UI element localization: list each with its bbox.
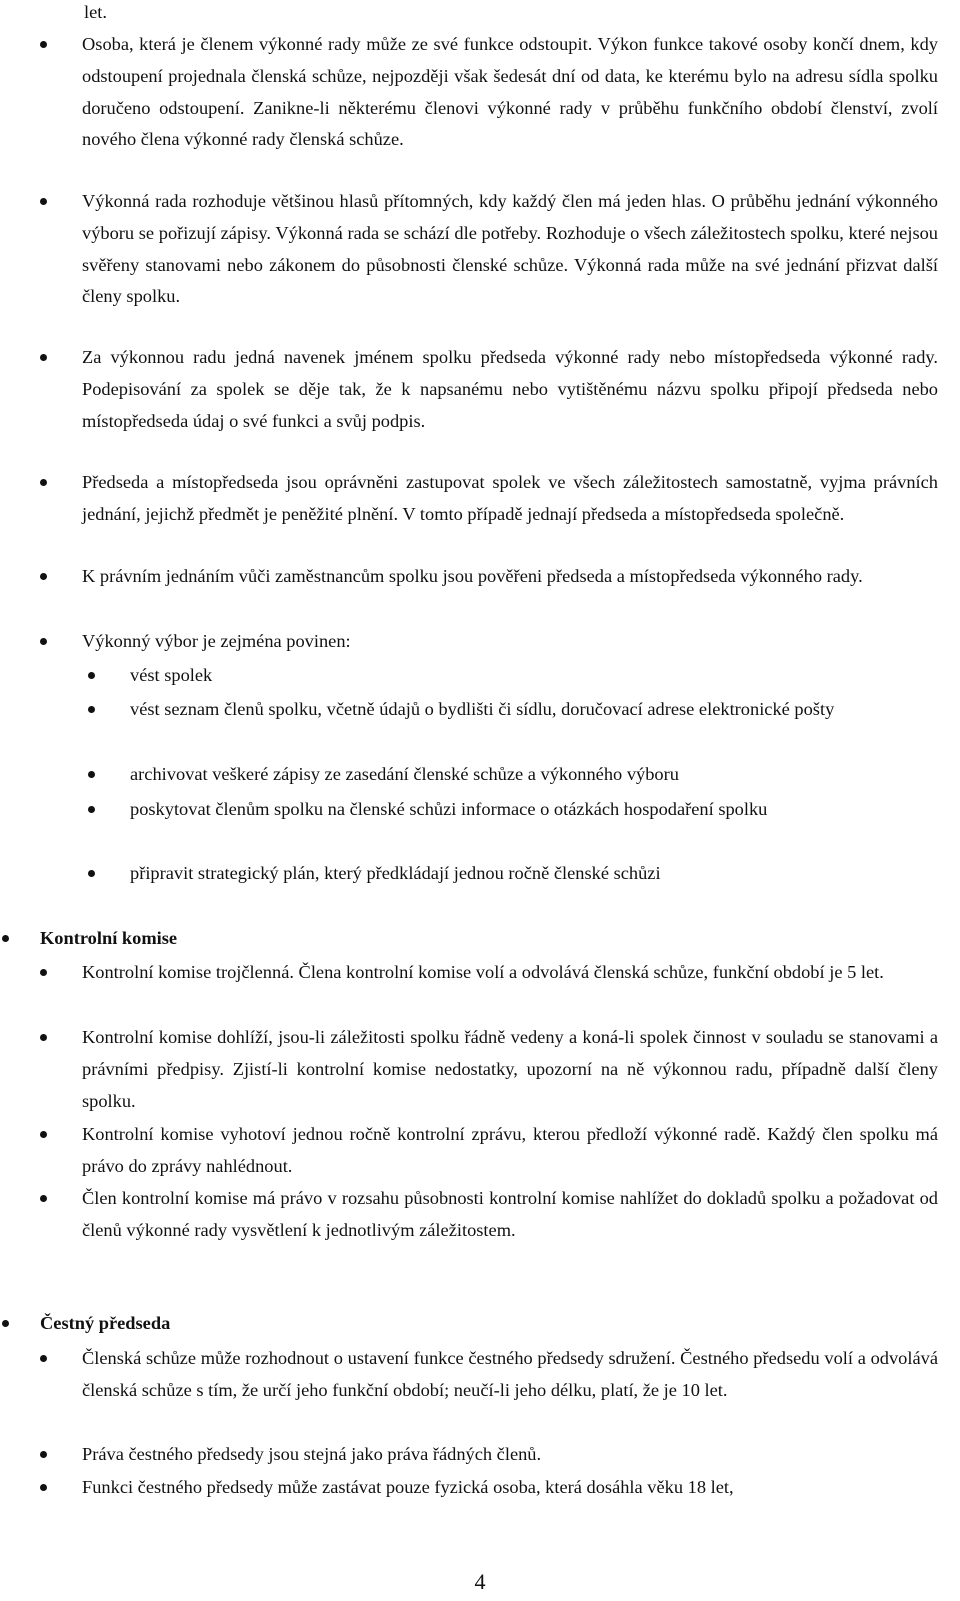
sub-list-item: vést spolek [130, 665, 213, 685]
bullet-icon [2, 935, 9, 942]
list-item: Členská schůze může rozhodnout o ustavení funkce čestného předsedy sdružení. Čestného předsedu volí a odvolává členská schůze s tím, že určí jeho funkční období; neučí-li jeho délku, platí, že je 10 let. [82, 1348, 938, 1400]
list-item: Výkonná rada rozhoduje většinou hlasů přítomných, kdy každý člen má jeden hlas. O průběhu jednání výkonného výboru se pořizují zápisy. Výkonná rada se schází dle potřeby. Rozhoduje o všech záležitostech spolku, které nejsou svěřeny stanovami nebo zákonem do působnosti členské schůze. Výkonná rada může na své jednání přizvat další členy spolku. [82, 191, 938, 307]
bullet-icon [40, 969, 47, 976]
list-item: Za výkonnou radu jedná navenek jménem spolku předseda výkonné rady nebo místopředseda výkonné rady. Podepisování za spolek se děje tak, že k napsanému nebo vytištěnému názvu spolku připojí předseda nebo místopředseda údaj o své funkci a svůj podpis. [82, 347, 938, 431]
bullet-icon [40, 1355, 47, 1362]
list-item: Kontrolní komise trojčlenná. Člena kontrolní komise volí a odvolává členská schůze, funkční období je 5 let. [82, 962, 884, 982]
sub-list-item: poskytovat členům spolku na členské schůzi informace o otázkách hospodaření spolku [130, 799, 768, 819]
bullet-icon [40, 41, 47, 48]
bullet-icon [40, 1451, 47, 1458]
sub-list-item: vést seznam členů spolku, včetně údajů o bydlišti či sídlu, doručovací adrese elektronické pošty [130, 699, 835, 719]
list-item: Práva čestného předsedy jsou stejná jako práva řádných členů. [82, 1444, 542, 1464]
bullet-icon [40, 1484, 47, 1491]
list-item: K právním jednáním vůči zaměstnancům spolku jsou pověřeni předseda a místopředseda výkonného rady. [82, 566, 863, 586]
list-item: Kontrolní komise vyhotoví jednou ročně kontrolní zprávu, kterou předloží výkonné radě. Každý člen spolku má právo do zprávy nahlédnout. [82, 1124, 938, 1176]
list-item: Výkonný výbor je zejména povinen: [82, 631, 351, 651]
list-item: Kontrolní komise dohlíží, jsou-li záležitosti spolku řádně vedeny a koná-li spolek činnost v souladu se stanovami a právními předpisy. Zjistí-li kontrolní komise nedostatky, upozorní na ně výkonnou radu, případně další členy spolku. [82, 1027, 938, 1111]
section-heading: Kontrolní komise [40, 928, 178, 948]
bullet-icon [88, 672, 95, 679]
bullet-icon [40, 1195, 47, 1202]
bullet-icon [88, 806, 95, 813]
bullet-icon [88, 771, 95, 778]
bullet-icon [88, 870, 95, 877]
bullet-icon [40, 1131, 47, 1138]
bullet-icon [40, 573, 47, 580]
sub-list-item: připravit strategický plán, který předkládají jednou ročně členské schůzi [130, 863, 661, 883]
list-item: Funkci čestného předsedy může zastávat pouze fyzická osoba, která dosáhla věku 18 let, [82, 1477, 734, 1497]
page-number: 4 [474, 1569, 486, 1594]
sub-list-item: archivovat veškeré zápisy ze zasedání členské schůze a výkonného výboru [130, 764, 679, 784]
bullet-icon [40, 354, 47, 361]
bullet-icon [40, 1034, 47, 1041]
bullet-icon [88, 706, 95, 713]
list-item: Předseda a místopředseda jsou oprávněni zastupovat spolek ve všech záležitostech samostatně, vyjma právních jednání, jejichž předmět je peněžité plnění. V tomto případě jednají předseda a místopředseda společně. [82, 472, 938, 524]
list-item: Osoba, která je členem výkonné rady může ze své funkce odstoupit. Výkon funkce takové osoby končí dnem, kdy odstoupení projednala členská schůze, nejpozději však šedesát dní od data, ke kterému bylo na adresu sídla spolku doručeno odstoupení. Zanikne-li některému členovi výkonné rady v průběhu funkčního období členství, zvolí nového člena výkonné rady členská schůze. [82, 34, 938, 150]
list-item: Člen kontrolní komise má právo v rozsahu působnosti kontrolní komise nahlížet do dokladů spolku a požadovat od členů výkonné rady vysvětlení k jednotlivým záležitostem. [82, 1188, 938, 1240]
section-heading: Čestný předseda [40, 1313, 171, 1333]
bullet-icon [2, 1320, 9, 1327]
continuation-text: let. [84, 2, 107, 22]
bullet-icon [40, 479, 47, 486]
bullet-icon [40, 198, 47, 205]
bullet-icon [40, 638, 47, 645]
